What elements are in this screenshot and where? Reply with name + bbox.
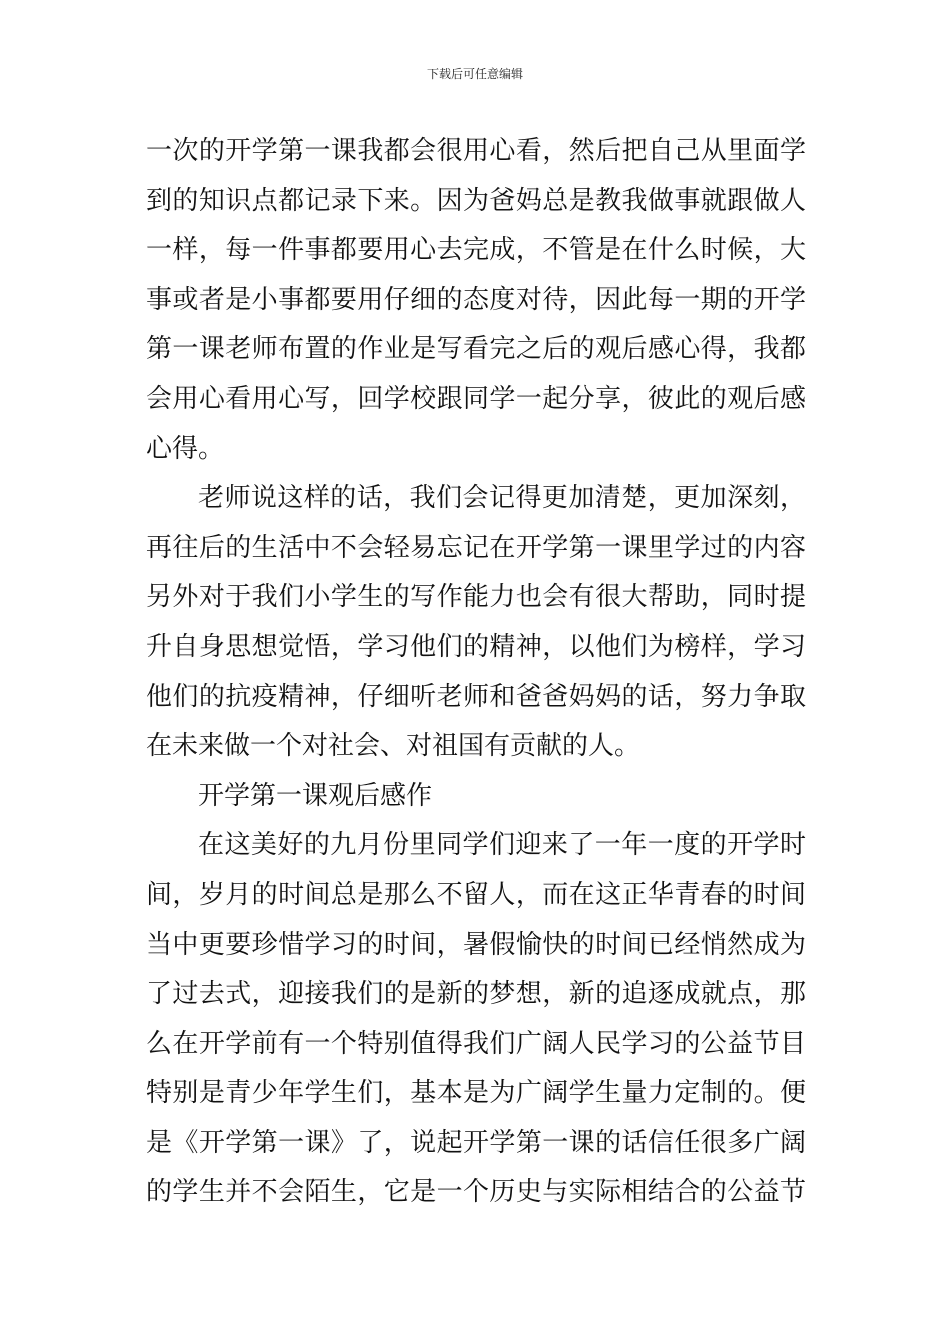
text-line: 再往后的生活中不会轻易忘记在开学第一课里学过的内容 <box>146 532 806 563</box>
text-line: 升自身思想觉悟，学习他们的精神，以他们为榜样，学习 <box>146 631 806 662</box>
text-line: 当中更要珍惜学习的时间，暑假愉快的时间已经悄然成为 <box>146 929 806 960</box>
text-line: 了过去式，迎接我们的是新的梦想，新的追逐成就点，那 <box>146 979 806 1010</box>
text-line: 间，岁月的时间总是那么不留人，而在这正华青春的时间 <box>146 879 806 910</box>
text-line: 一样，每一件事都要用心去完成，不管是在什么时候，大 <box>146 235 806 266</box>
text-line: 是《开学第一课》了，说起开学第一课的话信任很多广阔 <box>146 1127 806 1158</box>
text-line: 的学生并不会陌生，它是一个历史与实际相结合的公益节 <box>146 1177 806 1208</box>
text-line: 第一课老师布置的作业是写看完之后的观后感心得，我都 <box>146 334 806 365</box>
body-text <box>146 127 806 1218</box>
text-line: 事或者是小事都要用仔细的态度对待，因此每一期的开学 <box>146 284 806 315</box>
text-line: 一次的开学第一课我都会很用心看，然后把自己从里面学 <box>146 136 806 166</box>
text-line: 心得。 <box>146 433 225 464</box>
text-line: 会用心看用心写，回学校跟同学一起分享，彼此的观后感 <box>146 383 806 414</box>
text-line: 老师说这样的话，我们会记得更加清楚，更加深刻， <box>198 483 806 514</box>
text-line: 在这美好的九月份里同学们迎来了一年一度的开学时 <box>198 830 806 861</box>
text-line: 到的知识点都记录下来。因为爸妈总是教我做事就跟做人 <box>146 185 806 216</box>
text-line: 开学第一课观后感作 <box>198 780 433 811</box>
text-line: 在未来做一个对社会、对祖国有贡献的人。 <box>146 731 641 762</box>
text-line: 么在开学前有一个特别值得我们广阔人民学习的公益节目 <box>146 1028 806 1059</box>
page-header: 下载后可任意编辑 <box>426 67 523 81</box>
text-line: 另外对于我们小学生的写作能力也会有很大帮助，同时提 <box>146 582 806 613</box>
text-line: 特别是青少年学生们，基本是为广阔学生量力定制的。便 <box>146 1078 806 1109</box>
text-line: 他们的抗疫精神，仔细听老师和爸爸妈妈的话，努力争取 <box>146 681 806 712</box>
